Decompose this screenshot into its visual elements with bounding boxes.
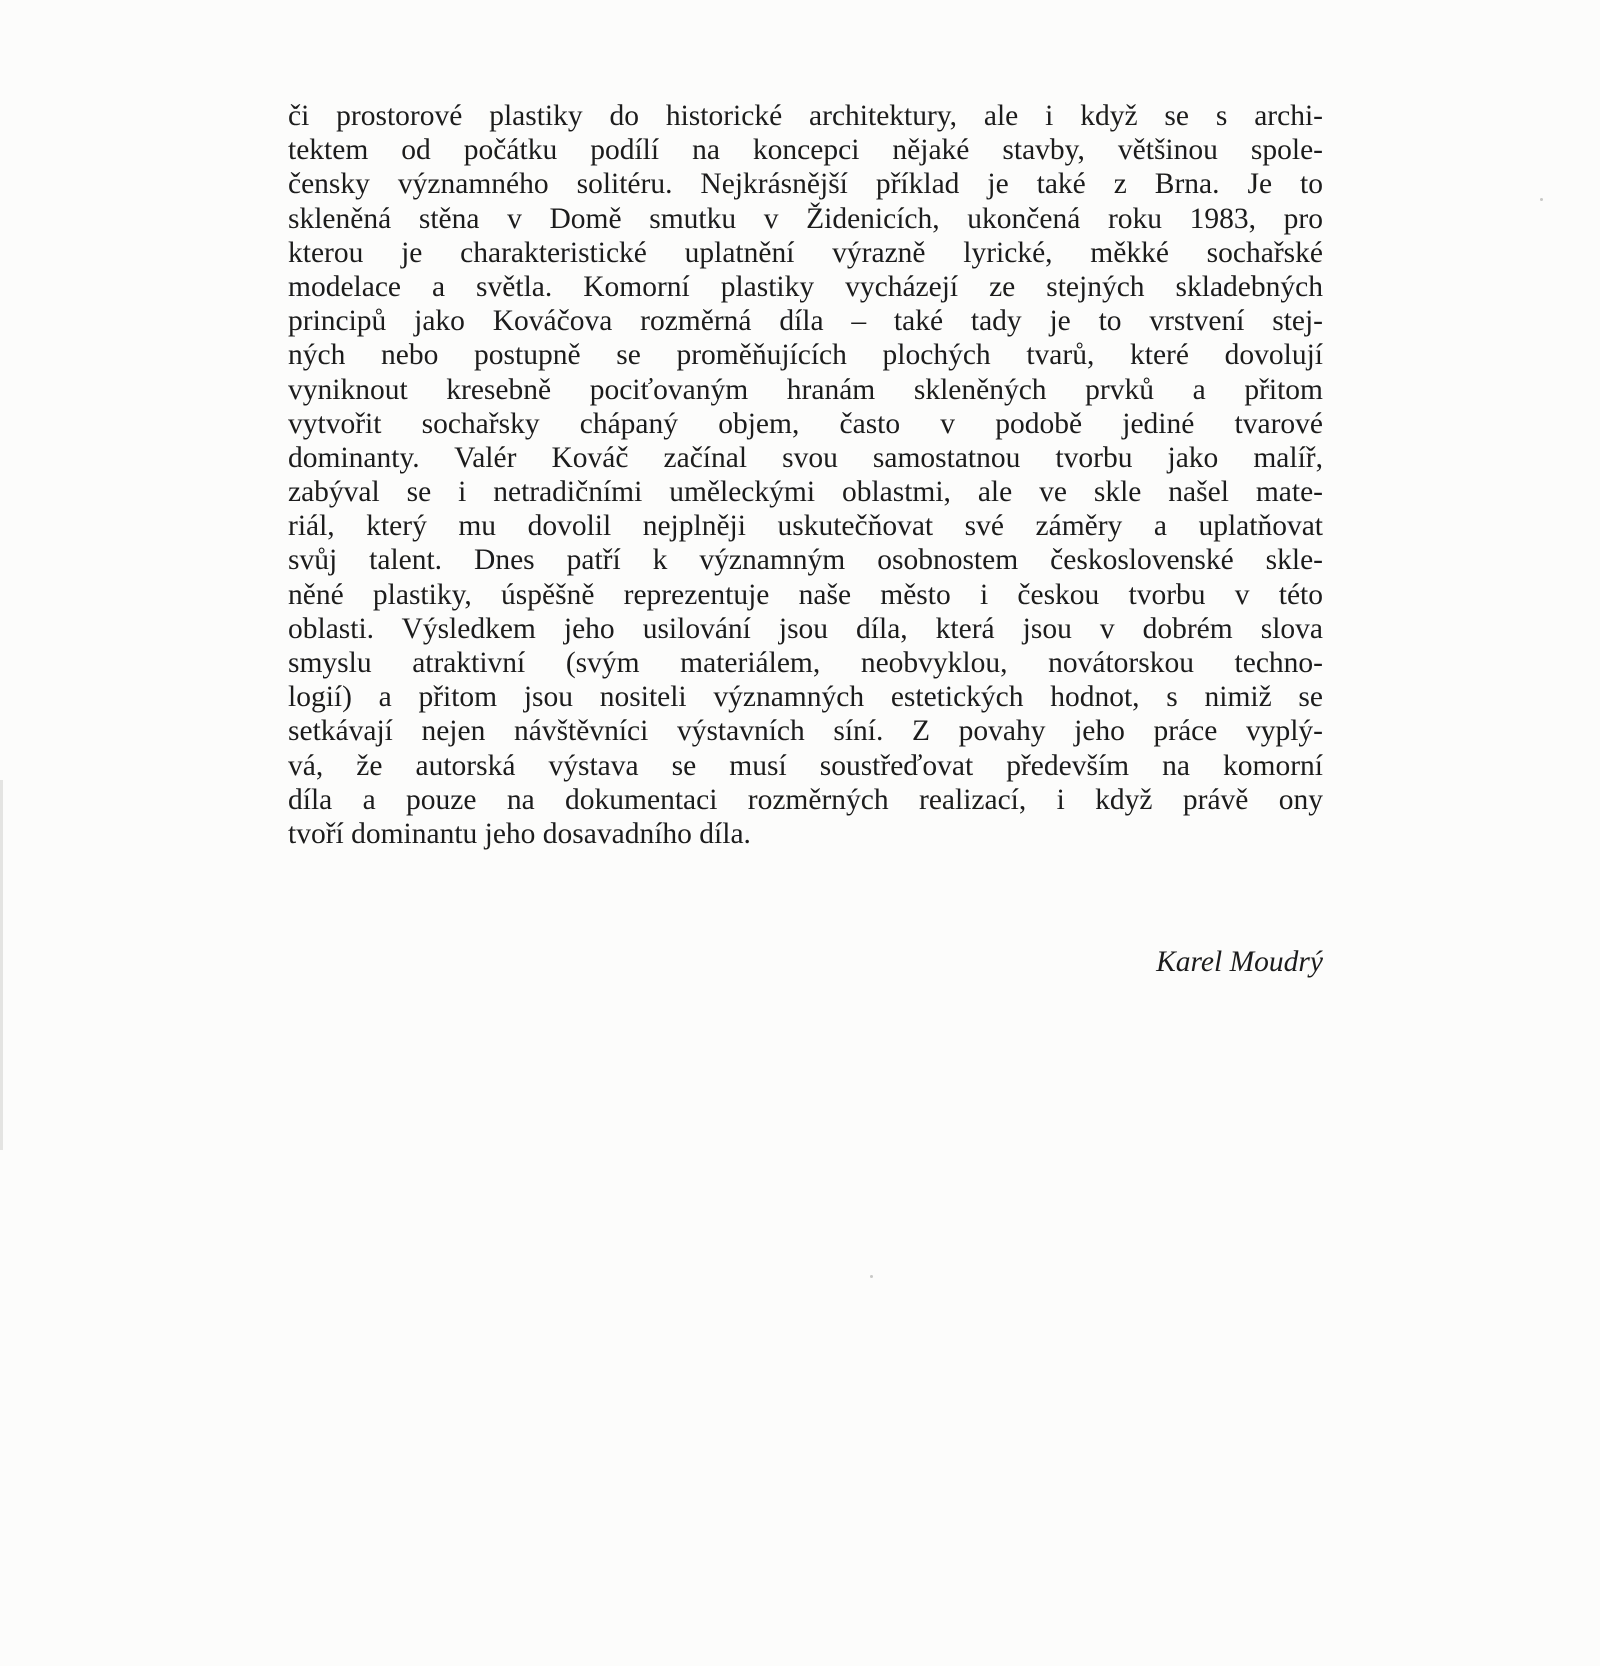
scan-speck: [1540, 198, 1543, 201]
text-line: logií) a přitom jsou nositeli významných estetických hodnot, s nimiž se: [288, 681, 1323, 714]
scan-edge-shadow: [0, 780, 3, 1150]
text-line: tvoří dominantu jeho dosavadního díla.: [288, 817, 751, 850]
text-line: vytvořit sochařsky chápaný objem, často v podobě jediné tvarové: [288, 407, 1323, 440]
text-line: kterou je charakteristické uplatnění výrazně lyrické, měkké sochařské: [288, 236, 1323, 269]
text-line: dominanty. Valér Kováč začínal svou samostatnou tvorbu jako malíř,: [288, 441, 1323, 474]
text-line: svůj talent. Dnes patří k významným osobnostem československé skle-: [288, 544, 1323, 577]
scan-speck: [870, 1275, 873, 1278]
text-line: riál, který mu dovolil nejplněji uskutečňovat své záměry a uplatňovat: [288, 510, 1323, 543]
body-text: [288, 99, 1323, 851]
text-line: modelace a světla. Komorní plastiky vycházejí ze stejných skladebných: [288, 270, 1323, 303]
text-line: vá, že autorská výstava se musí soustřeďovat především na komorní: [288, 749, 1323, 782]
text-line: oblasti. Výsledkem jeho usilování jsou díla, která jsou v dobrém slova: [288, 612, 1323, 645]
text-line: či prostorové plastiky do historické architektury, ale i když se s archi-: [288, 100, 1323, 132]
author-signature: Karel Moudrý: [1156, 946, 1323, 978]
text-line: ných nebo postupně se proměňujících plochých tvarů, které dovolují: [288, 339, 1323, 372]
text-line: zabýval se i netradičními uměleckými oblastmi, ale ve skle našel mate-: [288, 476, 1323, 509]
text-line: něné plastiky, úspěšně reprezentuje naše město i českou tvorbu v této: [288, 578, 1323, 611]
text-line: díla a pouze na dokumentaci rozměrných realizací, i když právě ony: [288, 783, 1323, 816]
text-line: vyniknout kresebně pociťovaným hranám skleněných prvků a přitom: [288, 373, 1323, 406]
text-line: setkávají nejen návštěvníci výstavních síní. Z povahy jeho práce vyplý-: [288, 715, 1323, 748]
text-line: skleněná stěna v Domě smutku v Židenicích, ukončená roku 1983, pro: [288, 202, 1323, 235]
text-line: smyslu atraktivní (svým materiálem, neobvyklou, novátorskou techno-: [288, 647, 1323, 679]
text-line: čensky významného solitéru. Nejkrásnější příklad je také z Brna. Je to: [288, 168, 1323, 201]
text-line: tektem od počátku podílí na koncepci nějaké stavby, většinou spole-: [288, 134, 1323, 167]
text-line: principů jako Kováčova rozměrná díla – také tady je to vrstvení stej-: [288, 305, 1323, 338]
